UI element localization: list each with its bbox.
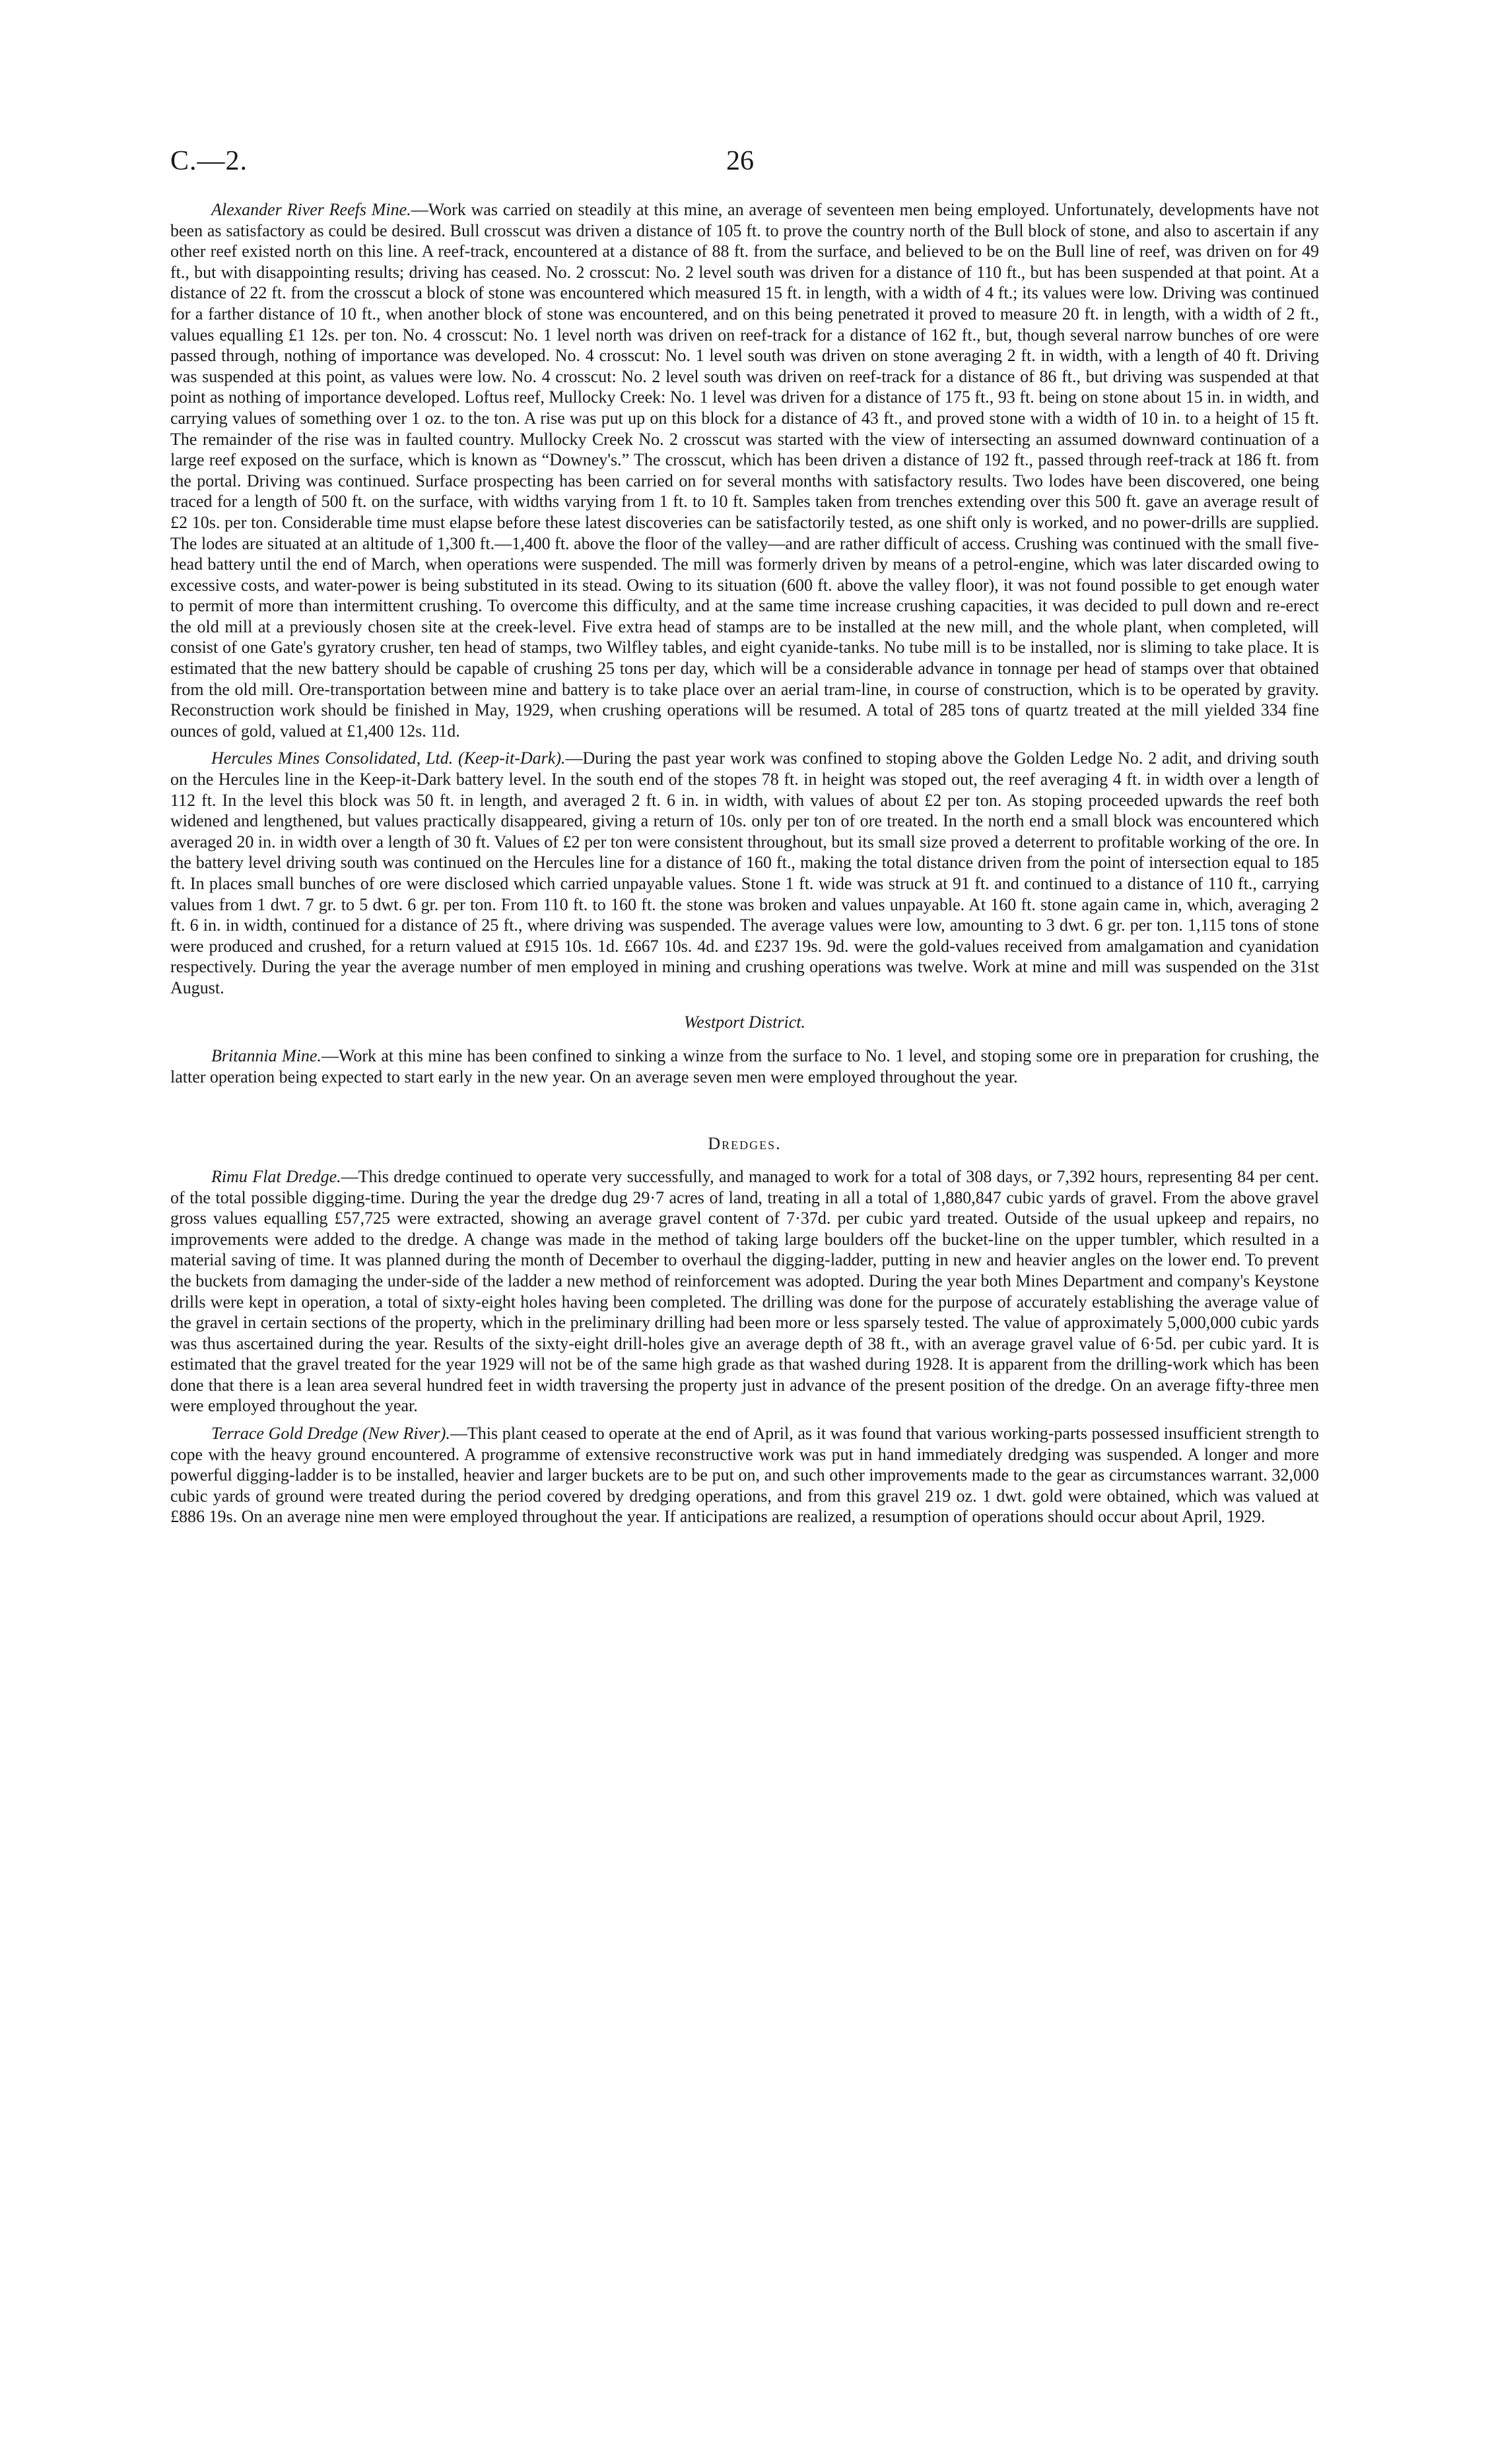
page-header (170, 139, 1319, 185)
document-body (170, 199, 1319, 1527)
page-number: 26 (726, 146, 754, 176)
paragraph-text: —During the past year work was confined to stoping above the Golden Ledge No. 2 adit, and driving south on the Hercules line in the Keep-it-Dark battery level. In the south end of the stopes 78 ft. in height was stoped out, the reef averaging 4 ft. in width over a length of 112 ft. In the level this block was 50 ft. in length, and averaged 2 ft. 6 in. in width, with values of about £2 per ton. As stoping proceeded upwards the reef both widened and lengthened, but values practically disappeared, giving a return of 10s. only per ton of ore treated. In the north end a small block was encountered which averaged 20 in. in width over a length of 30 ft. Values of £2 per ton were consistent throughout, but its small size proved a deterrent to profitable working of the ore. In the battery level driving south was continued on the Hercules line for a distance of 160 ft., making the total distance driven from the point of intersection equal to 185 ft. In places small bunches of ore were disclosed which carried unpayable values. Stone 1 ft. wide was struck at 91 ft. and continued to a distance of 110 ft., carrying values from 1 dwt. 7 gr. to 5 dwt. 6 gr. per ton. From 110 ft. to 160 ft. the stone was broken and values unpayable. At 160 ft. stone again came in, which, averaging 2 ft. 6 in. in width, continued for a distance of 25 ft., where driving was suspended. The average values were low, amounting to 3 dwt. 6 gr. per ton. 1,115 tons of stone were produced and crushed, for a return valued at £915 10s. 1d. £667 10s. 4d. and £237 19s. 9d. were the gold-values received from amalgamation and cyanidation respectively. During the year the average number of men employed in mining and crushing operations was twelve. Work at mine and mill was suspended on the 31st August. (170, 749, 1319, 997)
paragraph-rimu-flat (170, 1166, 1319, 1416)
paragraph-text: —Work was carried on steadily at this mine, an average of seventeen men being employed. Unfortunately, developments have not been as satisfactory as could be desired. Bull crosscut was driven a distance of 105 ft. to prove the country north of the Bull block of stone, and also to ascertain if any other reef existed north on this line. A reef-track, encountered at a distance of 88 ft. from the surface, and believed to be on the Bull line of reef, was driven on for 49 ft., but with disappointing results; driving has ceased. No. 2 crosscut: No. 2 level south was driven for a distance of 110 ft., but has been suspended at that point. At a distance of 22 ft. from the crosscut a block of stone was encountered which measured 15 ft. in length, with a width of 4 ft.; its values were low. Driving was continued for a farther distance of 10 ft., when another block of stone was encountered, and on this being penetrated it proved to measure 20 ft. in length, with a width of 2 ft., values equalling £1 12s. per ton. No. 4 crosscut: No. 1 level north was driven on reef-track for a distance of 162 ft., but, though several narrow bunches of ore were passed through, nothing of importance was developed. No. 4 crosscut: No. 1 level south was driven on stone averaging 2 ft. in width, with a length of 40 ft. Driving was suspended at this point, as values were low. No. 4 crosscut: No. 2 level south was driven on reef-track for a distance of 86 ft., but driving was suspended at that point as nothing of importance developed. Loftus reef, Mullocky Creek: No. 1 level was driven for a distance of 175 ft., 93 ft. being on stone about 15 in. in width, and carrying values of something over 1 oz. to the ton. A rise was put up on this block for a distance of 43 ft., and proved stone with a width of 10 in. to a height of 15 ft. The remainder of the rise was in faulted country. Mullocky Creek No. 2 crosscut was started with the view of intersecting an assumed downward continuation of a large reef exposed on the surface, which is known as “Downey's.” The crosscut, which has been driven a distance of 192 ft., passed through reef-track at 186 ft. from the portal. Driving was continued. Surface prospecting has been carried on for several months with satisfactory results. Two lodes have been discovered, one being traced for a length of 500 ft. on the surface, with widths varying from 1 ft. to 10 ft. Samples taken from trenches extending over this 500 ft. gave an average result of £2 10s. per ton. Considerable time must elapse before these latest discoveries can be satisfactorily tested, as one shift only is worked, and no power-drills are supplied. The lodes are situated at an altitude of 1,300 ft.—1,400 ft. above the floor of the valley—and are rather difficult of access. Crushing was continued with the small five-head battery until the end of March, when operations were suspended. The mill was formerly driven by means of a petrol-engine, which was later discarded owing to excessive costs, and water-power is being substituted in its stead. Owing to its situation (600 ft. above the valley floor), it was not found possible to get enough water to permit of more than intermittent crushing. To overcome this difficulty, and at the same time increase crushing capacities, it was decided to pull down and re-erect the old mill at a previously chosen site at the creek-level. Five extra head of stamps are to be installed at the new mill, and the whole plant, when completed, will consist of one Gate's gyratory crusher, ten head of stamps, two Wilfley tables, and eight cyanide-tanks. No tube mill is to be installed, nor is sliming to take place. It is estimated that the new battery should be capable of crushing 25 tons per day, which will be a considerable advance in tonnage per head of stamps over that obtained from the old mill. Ore-transportation between mine and battery is to take place over an aerial tram-line, in course of construction, which is to be operated by gravity. Reconstruction work should be finished in May, 1929, when crushing operations will be resumed. A total of 285 tons of quartz treated at the mill yielded 334 fine ounces of gold, valued at £1,400 12s. 11d. (170, 200, 1320, 741)
paragraph-terrace-gold (170, 1423, 1319, 1527)
paragraph-hercules (170, 748, 1319, 998)
section-heading-westport: Westport District. (684, 1012, 805, 1032)
paragraph-heading: Terrace Gold Dredge (New River). (211, 1424, 450, 1444)
paragraph-heading: Hercules Mines Consolidated, Ltd. (Keep-it-Dark). (211, 749, 566, 768)
document-reference: C.—2. (170, 146, 248, 176)
document-page (170, 139, 1319, 1534)
paragraph-text: —This dredge continued to operate very successfully, and managed to work for a total of 308 days, or 7,392 hours, representing 84 per cent. of the total possible digging-time. During the year the dredge dug 29·7 acres of land, treating in all a total of 1,880,847 cubic yards of gravel. From the above gravel gross values equalling £57,725 were extracted, showing an average gravel content of 7·37d. per cubic yard treated. Outside of the usual upkeep and repairs, no improvements were added to the dredge. A change was made in the method of taking large boulders off the bucket-line on the upper tumbler, which resulted in a material saving of time. It was planned during the month of December to overhaul the digging-ladder, putting in new and heavier angles on the lower end. To prevent the buckets from damaging the under-side of the ladder a new method of reinforcement was adopted. During the year both Mines Department and company's Keystone drills were kept in operation, a total of sixty-eight holes having been completed. The drilling was done for the purpose of accurately establishing the average value of the gravel in certain sections of the property, which in the preliminary drilling had been more or less sparsely tested. The value of approximately 5,000,000 cubic yards was thus ascertained during the year. Results of the sixty-eight drill-holes give an average depth of 38 ft., with an average gravel value of 6·5d. per cubic yard. It is estimated that the gravel treated for the year 1929 will not be of the same high grade as that washed during 1928. It is apparent from the drilling-work which has been done that there is a lean area several hundred feet in width traversing the property just in advance of the present position of the dredge. On an average fifty-three men were employed throughout the year. (170, 1166, 1319, 1416)
paragraph-heading: Britannia Mine. (211, 1046, 322, 1066)
paragraph-heading: Alexander River Reefs Mine. (211, 200, 411, 219)
paragraph-heading: Rimu Flat Dredge. (211, 1166, 341, 1186)
paragraph-alexander-river (170, 199, 1319, 741)
paragraph-britannia (170, 1046, 1319, 1087)
paragraph-text: —Work at this mine has been confined to sinking a winze from the surface to No. 1 level, and stoping some ore in preparation for crushing, the latter operation being expected to start early in the new year. On an average seven men were employed throughout the year. (170, 1046, 1320, 1086)
section-heading-dredges: Dredges. (708, 1134, 782, 1154)
paragraph-text: —This plant ceased to operate at the end of April, as it was found that various working-parts possessed insufficient strength to cope with the heavy ground encountered. A programme of extensive reconstructive work was put in hand immediately dredging was suspended. A longer and more powerful digging-ladder is to be installed, heavier and larger buckets are to be put on, and such other improvements made to the gear as circumstances warrant. 32,000 cubic yards of ground were treated during the period covered by dredging operations, and from this gravel 219 oz. 1 dwt. gold were obtained, which was valued at £886 19s. On an average nine men were employed throughout the year. If anticipations are realized, a resumption of operations should occur about April, 1929. (170, 1424, 1319, 1527)
